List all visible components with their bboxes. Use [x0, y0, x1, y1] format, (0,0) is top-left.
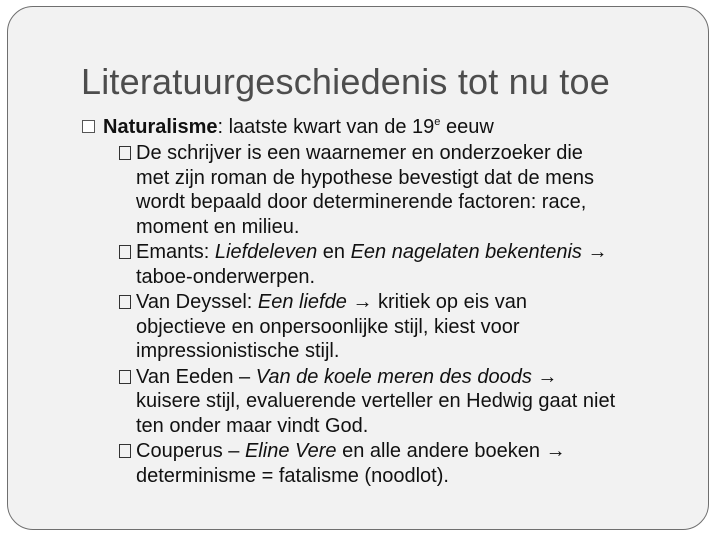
item-text: kritiek op eis van — [372, 291, 527, 313]
item-line — [136, 290, 692, 315]
sub-bullet-item — [119, 439, 692, 488]
sub-bullet-item — [119, 290, 692, 364]
item-text: Couperus – — [136, 440, 245, 462]
heading-text-end: eeuw — [440, 116, 494, 138]
item-line: met zijn roman de hypothese bevestigt dat de mens — [136, 166, 595, 189]
item-line — [136, 439, 692, 464]
slide-content — [82, 115, 692, 488]
heading-text: : laatste kwart van de 19 — [217, 116, 435, 138]
sub-bullet-item — [119, 141, 692, 239]
arrow-right-icon: → — [352, 291, 373, 313]
heading-bullet-item — [82, 115, 692, 140]
item-line — [136, 365, 692, 390]
book-title: Van de koele meren des doods — [255, 365, 532, 388]
arrow-right-icon: → — [545, 440, 566, 462]
item-text: Van Eeden – — [136, 365, 256, 388]
item-line: wordt bepaald door determinerende factoren: race, — [136, 191, 587, 213]
sub-bullet-item — [119, 365, 692, 439]
slide-title: Literatuurgeschiedenis tot nu toe — [81, 61, 610, 102]
item-line: De schrijver is een waarnemer en onderzoeker die — [136, 142, 583, 164]
item-text: en alle andere boeken — [336, 440, 541, 462]
item-text: Emants: — [136, 241, 215, 263]
book-title: Een nagelaten bekentenis — [350, 241, 582, 263]
sub-bullet-icon — [119, 295, 131, 309]
book-title: Een liefde — [257, 291, 347, 313]
book-title: Eline Vere — [244, 440, 337, 462]
item-line: impressionistische stijl. — [136, 340, 340, 362]
sub-bullet-icon — [119, 146, 131, 160]
item-line: objectieve en onpersoonlijke stijl, kiest voor — [136, 315, 520, 338]
arrow-right-icon: → — [587, 241, 608, 263]
item-text: Van Deyssel: — [136, 291, 258, 313]
square-bullet-icon — [82, 120, 95, 133]
book-title: Liefdeleven — [214, 241, 318, 263]
item-text: en — [317, 241, 351, 263]
item-line: moment en milieu. — [136, 215, 300, 238]
heading-bold: Naturalisme — [103, 116, 218, 138]
item-line: kuisere stijl, evaluerende verteller en Hedwig gaat niet — [136, 390, 616, 412]
arrow-right-icon: → — [537, 365, 558, 388]
sub-bullet-item — [119, 240, 692, 289]
item-line: determinisme = fatalisme (noodlot). — [136, 464, 449, 487]
sub-bullet-icon — [119, 444, 131, 458]
item-line: taboe-onderwerpen. — [136, 265, 316, 288]
heading-superscript: e — [434, 116, 441, 128]
item-line: ten onder maar vindt God. — [136, 414, 369, 437]
sub-bullet-icon — [119, 245, 131, 259]
sub-bullet-icon — [119, 370, 131, 384]
item-line — [136, 240, 692, 265]
